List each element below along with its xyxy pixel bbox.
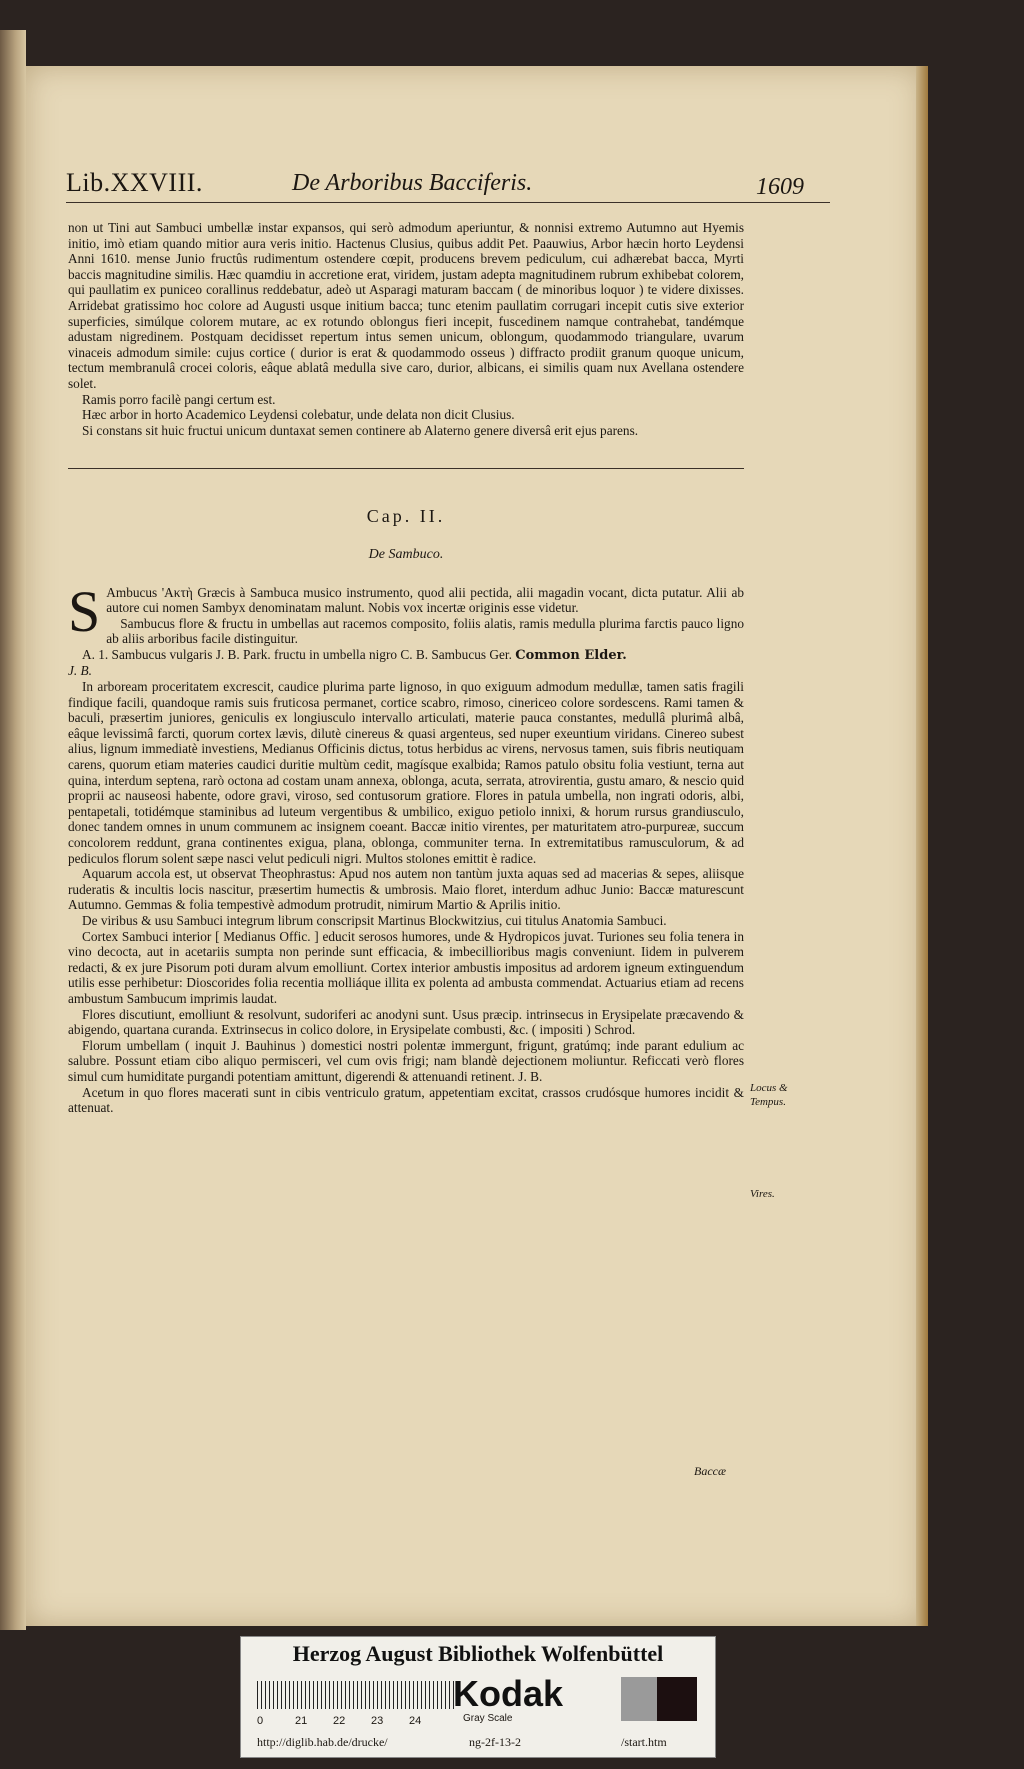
chapter-heading: Cap. II. xyxy=(366,506,446,527)
scale-numbers xyxy=(257,1715,457,1727)
margin-note-locus: Locus & xyxy=(750,1082,788,1094)
color-checker xyxy=(240,1636,716,1758)
running-header xyxy=(66,96,832,206)
species-entry xyxy=(68,647,744,664)
book-number: Lib.XXVIII. xyxy=(66,168,203,197)
start-link: /start.htm xyxy=(621,1735,667,1749)
page-number: 1609 xyxy=(756,174,804,200)
scale-number: 23 xyxy=(371,1715,384,1727)
ruler-ticks xyxy=(257,1681,457,1709)
margin-note-tempus: Tempus. xyxy=(750,1096,786,1108)
running-title: De Arboribus Bacciferis. xyxy=(292,170,533,196)
english-name: Common Elder. xyxy=(515,647,627,663)
shelf-signature: ng-2f-13-2 xyxy=(469,1735,521,1749)
drop-capital: S xyxy=(68,578,101,644)
paragraph: De viribus & usu Sambuci integrum librum conscripsit Martinus Blockwitzius, cui titulus Anatomia Sambuci. xyxy=(82,912,667,928)
section-rule xyxy=(68,468,744,469)
source-url: http://diglib.hab.de/drucke/ xyxy=(257,1735,388,1749)
kodak-logo: Kodak xyxy=(453,1673,564,1714)
margin-note-vires: Vires. xyxy=(750,1188,775,1200)
paragraph: Aquarum accola est, ut observat Theophrastus: Apud nos autem non tantùm juxta aquas sed ad macerias & sepes, aliisque ruderatis & incultis locis nascitur, præsertim humectis & umbrosis. Maio floret, interdum adhuc Junio: Baccæ maturescunt Autumno. Gemmas & folia tempestivè admodum protrudit, nimirum Martio & Aprilis initio. xyxy=(68,866,744,913)
scale-number: 0 xyxy=(257,1715,264,1727)
paragraph: Cortex Sambuci interior [ Medianus Offic. ] educit serosos humores, unde & Hydropicos juvat. Turiones seu folia tenera in vino decocta, aut in acetariis sumpta non perinde sunt efficacia, & imbecillioribus magis conveniunt. Iidem in pulverem redacti, & ex jure Pisorum poti duram alvum emolliunt. Cortex interior ambustis impositus ad ardorem igneum extinguendum utilis esse perhibetur: Dioscorides folia recentia molliáque illita ex polenta ad ambusta commendat. Actuarius etiam ad recens ambustum Sambucum imprimis laudat. xyxy=(68,928,744,1006)
chapter-subtitle: De Sambuco. xyxy=(368,546,444,562)
scale-number: 21 xyxy=(295,1715,308,1727)
paragraph: Florum umbellam ( inquit J. Bauhinus ) domestici nostri polentæ immergunt, frigunt, gratúmq; inde parant edulium ac salubre. Possunt etiam cibo aliquo permisceri, vel cum ovis frigi; nam blandè dejectionem moliuntur. Reficcati verò flores simul cum humiditate purgandi potentiam amittunt, digerendi & attenuandi retinent. J. B. xyxy=(68,1037,744,1084)
gray-scale-label: Gray Scale xyxy=(463,1713,513,1724)
facing-page-edge xyxy=(0,30,26,1630)
page-edge xyxy=(916,66,928,1626)
paragraph: Flores discutiunt, emolliunt & resolvunt, sudoriferi ac anodyni sunt. Usus præcip. intrinsecus in Erysipelate præcavendo & abigendo, quartana curanda. Extrinsecus in colico dolore, in Erysipelate combusti, &c. ( impositi ) Schrod. xyxy=(68,1006,744,1038)
paragraph: non ut Tini aut Sambuci umbellæ instar expansos, qui serò admodum aperiuntur, & nonnisi extremo Autumno aut Hyemis initio, imò etiam quando mitior aura veris initio. Hactenus Clusius, quibus addit Pet. Paauwius, Arbor hæcin horto Leydensi Anni 1610. mense Junio fructûs rudimentum ostendere cœpit, producens brevem pediculum, cui adhærebat bacca, Myrti baccis magnitudine similis. Hæc quamdiu in accretione erat, viridem, justam adepta magnitudinem rubrum exhibebat colorem, qui paullatim ex puniceo corallinus reddebatur, adeò ut Asparagi maturam baccam ( de minoribus loquor ) te videre dixisses. Arridebat gratissimo hoc colore ad Augusti usque initium bacca; tunc etenim paullatim corrugari incepit cutis sive exterior superficies, simúlque colorem mutare, ac ex rotundo oblongus fieri incepit, fuscedinem namque contrahebat, tandémque adustam nigredinem. Postquam decidisset repertum intus semen unicum, oblongum, quodammodo triangulare, uvarum vinaceis admodum simile: cujus cortice ( durior is erat & quodammodo osseus ) diffracto prodiit granum quoque unicum, tectum membranulâ crocei coloris, eâque ablatâ medulla sive caro, durior, albicans, ei similis quam nux Avellana ostendere solet. xyxy=(68,220,744,391)
intro-text: Ambucus 'Ακτὴ Græcis à Sambuca musico instrumento, quod alii pectida, alii magadin vocant, dicta putatur. Alii ab autore cui nomen Sambyx denominatam malunt. Nobis vox incertæ originis esse videtur. xyxy=(106,584,744,616)
description-paragraph: In arboream proceritatem excrescit, caudice plurima parte lignoso, in quo exiguum admodum medullæ, tamen satis fragili findique facili, quandoque ramis suis fruticosa permanet, cortice scabro, rimoso, cinericeo colore sordescens. Rami tamen & baculi, præsertim juniores, geniculis ex longiusculo intervallo articulati, materie pauca constantes, medullâ plurimâ albâ, eâque levissimâ farcti, quorum cortex lævis, dilutè cinereus & quasi argenteus, sed nuper exeuntium viridans. Cinereo subest alius, lignum immediatè investiens, Medianus Officinis dictus, totus herbidus ac virens, nervosus tamen, suis fibris neutiquam carens, quorum etiam materies caudici duritie multùm cedit, magísque exalbida; Ramos patulo obsitu folia vestiunt, terna aut quina, interdum septena, rarò octona ad costam unam annexa, oblonga, acuta, serrata, atrovirentia, gustu amaro, & nescio quid proprii ac nauseosi habente, odore gravi, viroso, sed contusorum gratiore. Flores in patula umbella, non ingrati odoris, albi, pentapetali, totidémque staminibus ad luteum vergentibus & umbilico, exiguo petiolo innixi, & horum rursus grandiusculo, donec tandem omnes in unum communem ac insignem coeant. Baccæ initio virentes, per maturitatem atro-purpureæ, succum concolorem reddunt, grana continentes exigua, plana, oblonga, communiter terna. In extremitatibus ramusculorum, & ad pediculos florum solent sæpe nasci velut pediculi nigri. Multos stolones emittit è radice. xyxy=(68,679,744,866)
paragraph: Acetum in quo flores macerati sunt in cibis ventriculo gratum, appetentiam excitat, crassos crudósque humores incidit & attenuat. xyxy=(68,1084,744,1116)
species-name: A. 1. Sambucus vulgaris J. B. Park. fructu in umbella nigro C. B. Sambucus Ger. xyxy=(82,646,512,662)
paragraph: Ramis porro facilè pangi certum est. xyxy=(82,391,276,407)
institution-name: Herzog August Bibliothek Wolfenbüttel xyxy=(292,1641,664,1666)
paragraph: Sambucus flore & fructu in umbellas aut racemos composito, foliis alatis, ramis medulla plurima farctis pauco ligno ab aliis arboribus facile distinguitur. xyxy=(106,615,744,647)
scale-number: 22 xyxy=(333,1715,346,1727)
black-swatch xyxy=(657,1677,697,1721)
paragraph: Si constans sit huic fructui unicum duntaxat semen continere ab Alaterno genere diversâ erit ejus parens. xyxy=(82,422,639,438)
text-body xyxy=(68,220,744,1116)
header-rule xyxy=(66,202,830,203)
paragraph: Hæc arbor in horto Academico Leydensi colebatur, unde delata non dicit Clusius. xyxy=(82,407,515,423)
gray-swatch xyxy=(621,1677,657,1721)
catchword: Baccæ xyxy=(694,1464,726,1478)
authority: J. B. xyxy=(68,663,92,679)
scale-number: 24 xyxy=(409,1715,422,1727)
